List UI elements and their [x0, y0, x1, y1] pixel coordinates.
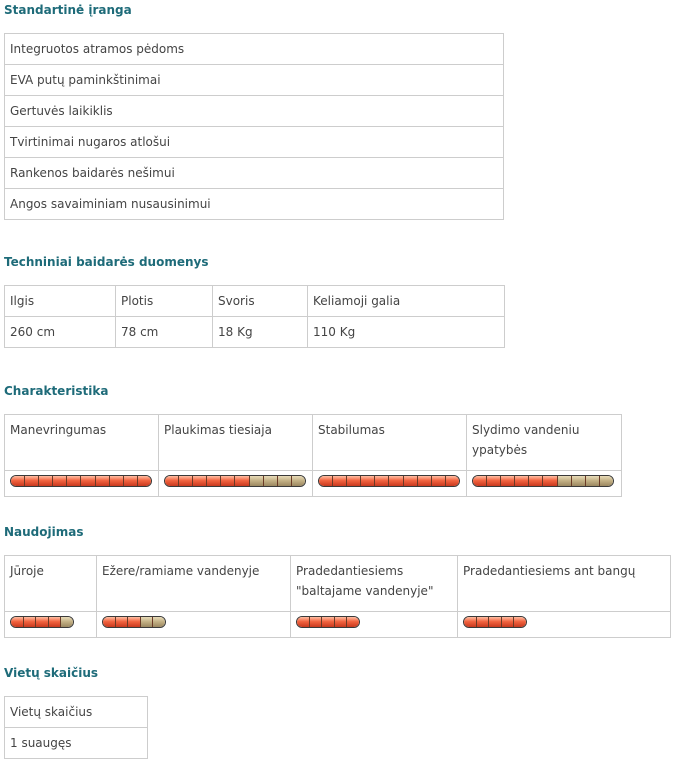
header-weight: Svoris — [213, 286, 308, 317]
rating-bar-maneuverability — [10, 475, 152, 487]
rating-segment-filled — [445, 476, 459, 486]
usage-table — [4, 555, 671, 638]
rating-segment-filled — [486, 476, 500, 486]
rating-segment-filled — [309, 617, 322, 627]
rating-segment-filled — [528, 476, 542, 486]
equipment-item: Angos savaiminiam nusausinimui — [5, 189, 504, 220]
rating-segment-filled — [346, 476, 360, 486]
rating-segment-filled — [165, 476, 178, 486]
rating-segment-empty — [152, 617, 165, 627]
rating-segment-empty — [557, 476, 571, 486]
equipment-item: Integruotos atramos pėdoms — [5, 34, 504, 65]
rating-segment-filled — [127, 617, 140, 627]
table-header-row — [5, 415, 622, 471]
value-weight: 18 Kg — [213, 317, 308, 348]
rating-segment-filled — [35, 617, 48, 627]
header-width: Plotis — [116, 286, 213, 317]
rating-segment-empty — [60, 617, 73, 627]
rating-segment-filled — [115, 617, 128, 627]
rating-segment-filled — [403, 476, 417, 486]
rating-segment-filled — [24, 476, 38, 486]
table-header-row — [5, 697, 148, 728]
rating-segment-filled — [514, 476, 528, 486]
rating-segment-filled — [431, 476, 445, 486]
rating-segment-empty — [140, 617, 153, 627]
characteristic-label: Slydimo vandeniu ypatybės — [467, 415, 622, 471]
rating-segment-filled — [297, 617, 309, 627]
rating-segment-filled — [500, 476, 514, 486]
rating-bar-stability — [318, 475, 460, 487]
seats-table — [4, 696, 148, 759]
rating-segment-filled — [321, 617, 334, 627]
rating-segment-empty — [585, 476, 599, 486]
characteristic-label: Stabilumas — [313, 415, 467, 471]
rating-segment-filled — [374, 476, 388, 486]
table-row — [5, 471, 622, 497]
rating-segment-filled — [11, 476, 24, 486]
rating-segment-empty — [571, 476, 585, 486]
rating-segment-filled — [332, 476, 346, 486]
technical-data-table — [4, 285, 505, 348]
rating-segment-empty — [277, 476, 291, 486]
rating-segment-filled — [220, 476, 234, 486]
rating-segment-filled — [178, 476, 192, 486]
table-row — [5, 612, 671, 638]
value-length: 260 cm — [5, 317, 116, 348]
rating-segment-empty — [263, 476, 277, 486]
rating-segment-filled — [80, 476, 94, 486]
table-row — [5, 189, 504, 220]
value-capacity: 110 Kg — [308, 317, 505, 348]
rating-bar-sea — [10, 616, 74, 628]
rating-segment-filled — [137, 476, 151, 486]
seats-heading: Vietų skaičius — [4, 666, 99, 680]
characteristic-label: Manevringumas — [5, 415, 159, 471]
table-row — [5, 158, 504, 189]
seats-header: Vietų skaičius — [5, 697, 148, 728]
usage-heading: Naudojimas — [4, 525, 84, 539]
rating-segment-filled — [103, 617, 115, 627]
rating-segment-filled — [360, 476, 374, 486]
standard-equipment-heading: Standartinė įranga — [4, 3, 132, 17]
technical-data-heading: Techniniai baidarės duomenys — [4, 255, 209, 269]
equipment-item: EVA putų paminkštinimai — [5, 65, 504, 96]
equipment-item: Rankenos baidarės nešimui — [5, 158, 504, 189]
table-header-row — [5, 286, 505, 317]
rating-segment-filled — [388, 476, 402, 486]
usage-label: Jūroje — [5, 556, 97, 612]
rating-segment-filled — [501, 617, 514, 627]
rating-segment-filled — [417, 476, 431, 486]
characteristic-label: Plaukimas tiesiaja — [159, 415, 313, 471]
rating-segment-filled — [109, 476, 123, 486]
table-row — [5, 65, 504, 96]
rating-bar-waves-beginners — [463, 616, 527, 628]
table-row — [5, 728, 148, 759]
rating-segment-filled — [334, 617, 347, 627]
rating-segment-filled — [476, 617, 489, 627]
equipment-item: Tvirtinimai nugaros atlošui — [5, 127, 504, 158]
header-length: Ilgis — [5, 286, 116, 317]
rating-segment-filled — [206, 476, 220, 486]
rating-segment-filled — [66, 476, 80, 486]
rating-segment-empty — [599, 476, 613, 486]
rating-segment-filled — [542, 476, 556, 486]
table-row — [5, 317, 505, 348]
usage-label: Ežere/ramiame vandenyje — [97, 556, 291, 612]
rating-segment-filled — [513, 617, 526, 627]
usage-label: Pradedantiesiems ant bangų — [458, 556, 671, 612]
rating-segment-empty — [291, 476, 305, 486]
rating-segment-filled — [234, 476, 248, 486]
characteristics-heading: Charakteristika — [4, 384, 109, 398]
standard-equipment-table — [4, 33, 504, 220]
rating-segment-filled — [95, 476, 109, 486]
rating-segment-filled — [464, 617, 476, 627]
rating-segment-filled — [346, 617, 359, 627]
table-row — [5, 127, 504, 158]
header-capacity: Keliamoji galia — [308, 286, 505, 317]
rating-bar-tracking — [164, 475, 306, 487]
table-header-row — [5, 556, 671, 612]
rating-bar-lake — [102, 616, 166, 628]
rating-segment-filled — [11, 617, 23, 627]
rating-segment-empty — [249, 476, 263, 486]
characteristics-table — [4, 414, 622, 497]
rating-segment-filled — [192, 476, 206, 486]
table-row — [5, 34, 504, 65]
value-width: 78 cm — [116, 317, 213, 348]
rating-segment-filled — [52, 476, 66, 486]
rating-segment-filled — [38, 476, 52, 486]
rating-segment-filled — [488, 617, 501, 627]
rating-bar-whitewater-beginners — [296, 616, 360, 628]
rating-segment-filled — [473, 476, 486, 486]
rating-segment-filled — [123, 476, 137, 486]
rating-segment-filled — [319, 476, 332, 486]
equipment-item: Gertuvės laikiklis — [5, 96, 504, 127]
table-row — [5, 96, 504, 127]
rating-segment-filled — [23, 617, 36, 627]
usage-label: Pradedantiesiems "baltajame vandenyje" — [291, 556, 458, 612]
seats-value: 1 suaugęs — [5, 728, 148, 759]
rating-segment-filled — [48, 617, 61, 627]
rating-bar-glide — [472, 475, 614, 487]
